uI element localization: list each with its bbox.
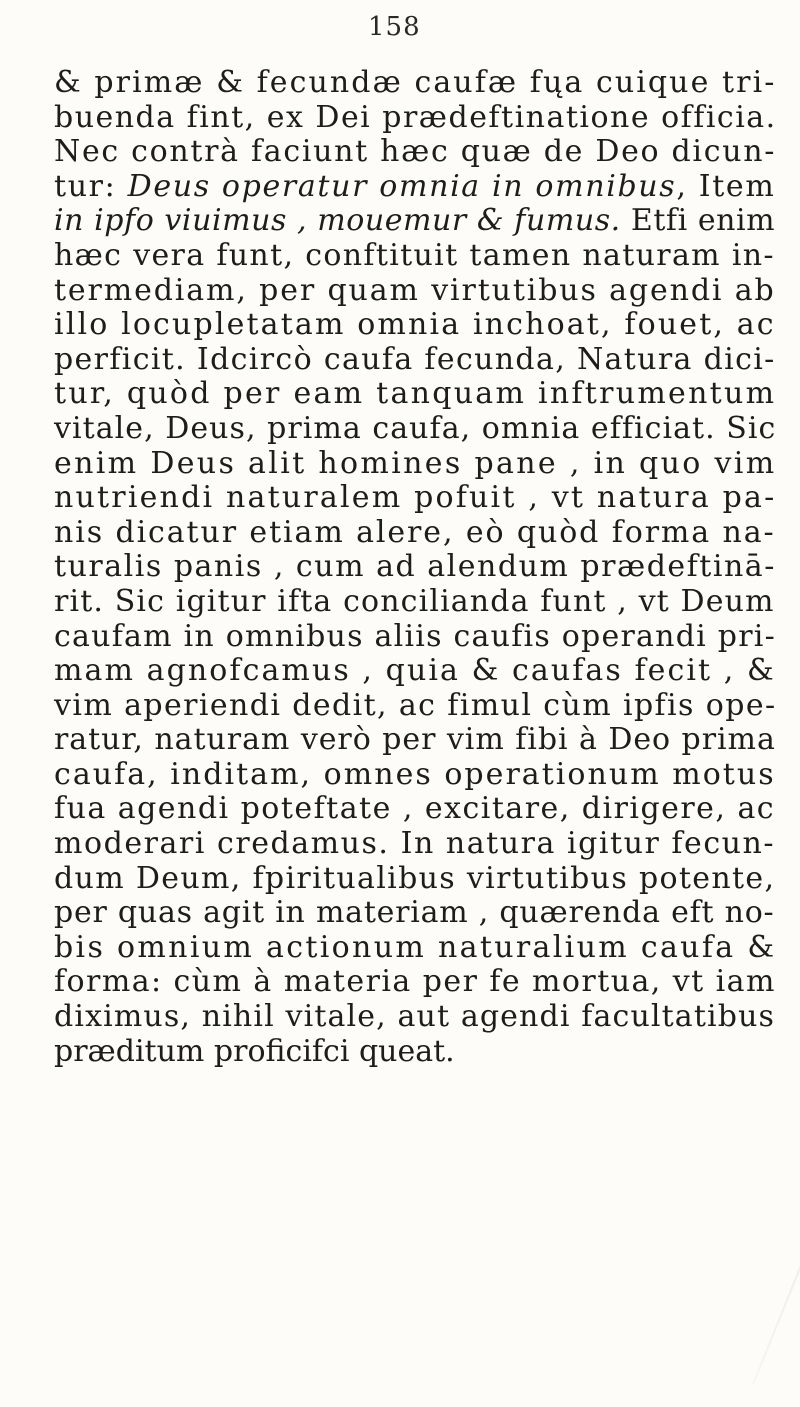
text-segment: turalis panis , cum ad alendum prædeftinā- xyxy=(54,549,776,585)
text-segment: buenda fint, ex Dei prædeftinatione officia. xyxy=(54,99,777,135)
text-segment: fua agendi poteftate , excitare, dirigere, ac xyxy=(54,791,776,827)
text-segment: diximus, nihil vitale, aut agendi facultatibus xyxy=(54,999,776,1035)
text-line xyxy=(54,620,774,655)
text-line xyxy=(54,65,777,101)
text-segment: moderari credamus. In natura igitur fecun- xyxy=(54,826,776,862)
text-segment: Etfi enim xyxy=(620,203,776,239)
text-line xyxy=(54,723,774,758)
text-line xyxy=(54,480,777,516)
text-segment: rit. Sic igitur ifta concilianda funt , vt Deum xyxy=(54,583,775,619)
text-line xyxy=(54,1000,774,1035)
text-segment: enim Deus alit homines pane , in quo vim xyxy=(54,445,777,481)
text-line xyxy=(54,929,777,966)
text-segment: caufam in omnibus aliis caufis operandi pri- xyxy=(54,618,776,654)
text-line xyxy=(54,445,777,482)
page-number: 158 xyxy=(368,12,421,42)
text-segment: vitale, Deus, prima caufa, omnia efficiat. Sic xyxy=(54,410,777,446)
text-line xyxy=(54,308,774,343)
text-line xyxy=(54,792,774,827)
text-segment: nis dicatur etiam alere, eò quòd forma na- xyxy=(54,514,776,550)
text-line xyxy=(54,343,774,378)
text-line xyxy=(54,170,774,205)
text-line xyxy=(54,550,774,585)
text-segment: nutriendi naturalem pofuit , vt natura pa- xyxy=(54,480,777,516)
text-segment: , Item xyxy=(676,168,776,204)
text-segment: per quas agit in materiam , quærenda eft no- xyxy=(54,895,775,931)
text-line xyxy=(54,687,777,724)
italic-quotation: in ipfo viuimus , mouemur & fumus. xyxy=(54,203,621,239)
text-line xyxy=(54,585,774,620)
text-segment: caufa, inditam, omnes operationum motus xyxy=(54,756,776,792)
text-line xyxy=(54,1035,774,1070)
text-segment: ratur, naturam verò per vim fibi à Deo prima xyxy=(54,722,776,758)
text-segment: præditum proficifci queat. xyxy=(54,1033,455,1069)
text-line xyxy=(54,376,777,412)
paper-crease xyxy=(752,1245,800,1385)
text-line xyxy=(54,965,774,1000)
text-segment: tur: xyxy=(54,168,128,204)
text-segment: Nec contrà faciunt hæc quæ de Deo dicun- xyxy=(54,134,777,170)
text-segment: hæc vera funt, conftituit tamen naturam in- xyxy=(54,237,775,273)
text-segment: illo locupletatam omnia inchoat, fouet, ac xyxy=(54,307,776,343)
text-line xyxy=(54,239,774,274)
text-segment: & primæ & fecundæ caufæ fųa cuique tri- xyxy=(54,65,777,100)
text-line xyxy=(54,134,777,170)
text-segment: bis omnium actionum naturalium caufa & xyxy=(54,929,777,965)
text-line xyxy=(54,99,777,136)
text-segment: tur, quòd per eam tanquam inftrumentum xyxy=(54,376,777,412)
text-line xyxy=(54,827,774,862)
text-segment: forma: cùm à materia per fe mortua, vt iam xyxy=(54,964,776,1000)
text-line xyxy=(54,516,774,551)
text-line xyxy=(54,274,774,309)
italic-quotation: Deus operatur omnia in omnibus xyxy=(127,168,677,204)
text-segment: dum Deum, fpiritualibus virtutibus potente, xyxy=(54,860,776,896)
body-text xyxy=(54,65,777,1069)
text-line xyxy=(54,410,777,447)
text-line xyxy=(54,862,774,897)
text-segment: perficit. Idcircò caufa fecunda, Natura dici- xyxy=(54,341,776,377)
text-line xyxy=(54,896,774,931)
text-segment: vim aperiendi dedit, ac fimul cùm ipfis ope- xyxy=(54,687,777,723)
text-line xyxy=(54,204,774,239)
text-segment: mam agnofcamus , quia & caufas fecit , & xyxy=(54,653,776,689)
text-line xyxy=(54,654,774,689)
text-segment: termediam, per quam virtutibus agendi ab xyxy=(54,272,776,308)
text-line xyxy=(54,758,774,793)
